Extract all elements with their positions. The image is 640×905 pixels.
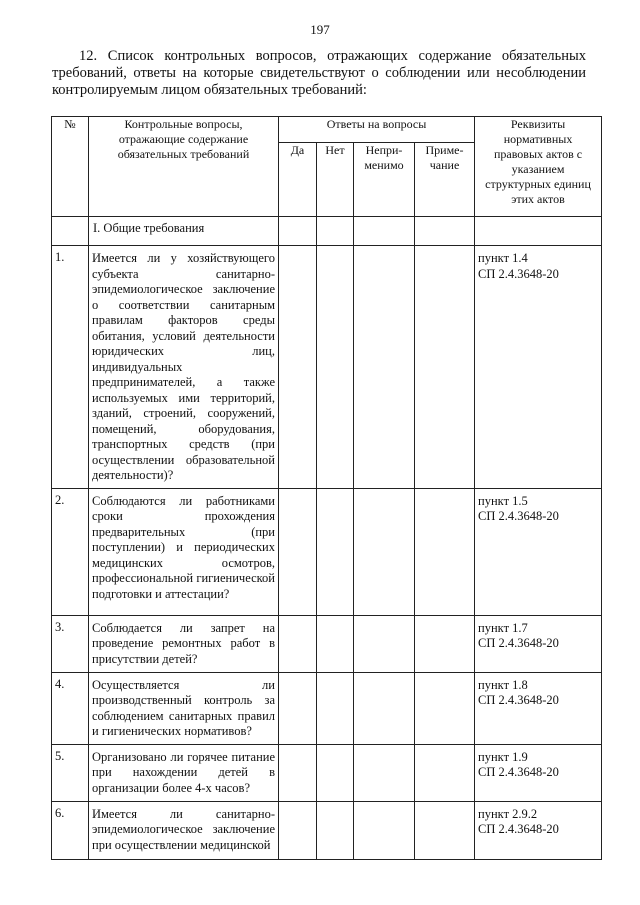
answer-note-cell[interactable] [415,744,475,801]
row-number: 1. [52,246,89,489]
row-question: Соблюдается ли запрет на проведение ремонтных работ в присутствии детей? [89,615,279,672]
section-title: I. Общие требования [89,217,279,246]
answer-no-cell[interactable] [317,488,354,615]
answer-yes-cell[interactable] [279,801,317,859]
header-question: Контрольные вопросы, отражающие содержание обязательных требований [89,117,279,217]
answer-yes-cell[interactable] [279,672,317,744]
row-question: Соблюдаются ли работниками сроки прохождения предварительных (при поступлении) и периодических медицинских осмотров, профессиональной гигиенической подготовки и аттестации? [89,488,279,615]
row-number: 4. [52,672,89,744]
row-number: 6. [52,801,89,859]
section-num-cell [52,217,89,246]
row-requisites: пункт 1.4 СП 2.4.3648-20 [475,246,602,489]
table-row [52,801,602,859]
checklist-table [51,116,602,860]
answer-na-cell[interactable] [354,246,415,489]
answer-na-cell[interactable] [354,488,415,615]
table-row [52,744,602,801]
answer-na-cell[interactable] [354,672,415,744]
table-row [52,488,602,615]
answer-na-cell[interactable] [354,744,415,801]
answer-no-cell[interactable] [317,615,354,672]
answer-yes-cell[interactable] [279,744,317,801]
answer-yes-cell[interactable] [279,488,317,615]
row-requisites: пункт 1.5 СП 2.4.3648-20 [475,488,602,615]
row-requisites: пункт 1.7 СП 2.4.3648-20 [475,615,602,672]
answer-na-cell[interactable] [354,615,415,672]
row-requisites: пункт 1.9 СП 2.4.3648-20 [475,744,602,801]
row-question: Имеется ли санитарно-эпидемиологическое заключение при осуществлении медицинской [89,801,279,859]
answer-no-cell[interactable] [317,744,354,801]
header-yes: Да [279,143,317,217]
answer-no-cell[interactable] [317,672,354,744]
answer-yes-cell[interactable] [279,246,317,489]
answer-no-cell[interactable] [317,246,354,489]
row-question: Имеется ли у хозяйствующего субъекта санитарно-эпидемиологическое заключение о соответствии санитарным правилам факторов среды обитания, условий деятельности юридических лиц, индивидуальных предпринимателей, а также используемых ими территорий, зданий, строений, сооружений, помещений, оборудования, транспортных средств (при осуществлении образовательной деятельности)? [89,246,279,489]
table-row [52,615,602,672]
answer-yes-cell[interactable] [279,615,317,672]
row-number: 3. [52,615,89,672]
header-answers: Ответы на вопросы [279,117,475,143]
header-requisites: Реквизиты нормативных правовых актов с указанием структурных единиц этих актов [475,117,602,217]
row-requisites: пункт 2.9.2 СП 2.4.3648-20 [475,801,602,859]
page-number: 197 [310,22,330,37]
answer-note-cell[interactable] [415,615,475,672]
table-row [52,672,602,744]
row-number: 5. [52,744,89,801]
table-row [52,246,602,489]
answer-no-cell[interactable] [317,801,354,859]
answer-note-cell[interactable] [415,801,475,859]
row-requisites: пункт 1.8 СП 2.4.3648-20 [475,672,602,744]
answer-note-cell[interactable] [415,246,475,489]
answer-na-cell[interactable] [354,801,415,859]
row-question: Организовано ли горячее питание при нахождении детей в организации более 4-х часов? [89,744,279,801]
answer-note-cell[interactable] [415,672,475,744]
header-not-applicable: Непри-менимо [354,143,415,217]
list-heading: 12. Список контрольных вопросов, отражающих содержание обязательных требований, ответы на которые свидетельствуют о соблюдении или несоблюдении контролируемым лицом обязательных требований: [52,48,586,98]
row-number: 2. [52,488,89,615]
row-question: Осуществляется ли производственный контроль за соблюдением санитарных правил и гигиенических нормативов? [89,672,279,744]
header-note: Приме-чание [415,143,475,217]
section-row [52,217,602,246]
header-no: Нет [317,143,354,217]
answer-note-cell[interactable] [415,488,475,615]
header-number: № [52,117,89,217]
